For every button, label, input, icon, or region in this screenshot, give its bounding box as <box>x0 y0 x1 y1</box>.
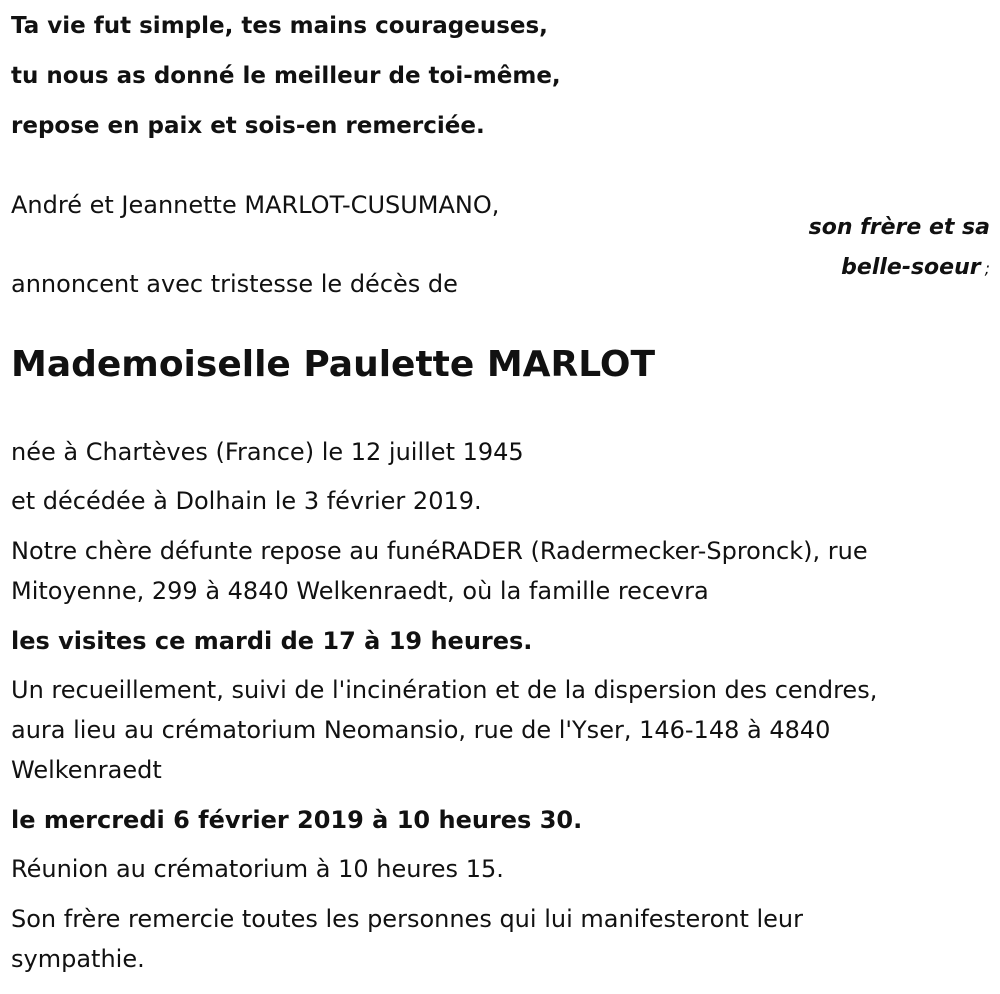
announcer-names: André et Jeannette MARLOT-CUSUMANO, <box>11 191 500 219</box>
poem-line-1: Ta vie fut simple, tes mains courageuses, <box>11 13 548 39</box>
visitation-line-2: Mitoyenne, 299 à 4840 Welkenraedt, où la famille recevra <box>11 577 709 605</box>
relation-punctuation: ; <box>984 259 990 278</box>
poem-line-2: tu nous as donné le meilleur de toi-même, <box>11 63 561 89</box>
ceremony-datetime: le mercredi 6 février 2019 à 10 heures 30. <box>11 806 583 834</box>
ceremony-line-1: Un recueillement, suivi de l'incinération et de la dispersion des cendres, <box>11 676 878 704</box>
death-info: et décédée à Dolhain le 3 février 2019. <box>11 487 482 515</box>
ceremony-line-3: Welkenraedt <box>11 756 162 784</box>
relation-label: belle-soeur <box>841 255 981 280</box>
birth-info: née à Chartèves (France) le 12 juillet 1945 <box>11 438 524 466</box>
visitation-hours: les visites ce mardi de 17 à 19 heures. <box>11 627 533 655</box>
announcement-text: annoncent avec tristesse le décès de <box>11 270 458 298</box>
relation-line-1: son frère et sa <box>808 215 990 240</box>
deceased-name: Mademoiselle Paulette MARLOT <box>11 344 656 385</box>
ceremony-line-2: aura lieu au crématorium Neomansio, rue de l'Yser, 146-148 à 4840 <box>11 716 831 744</box>
poem-line-3: repose en paix et sois-en remerciée. <box>11 113 485 139</box>
relation-line-2 <box>841 254 990 283</box>
thanks-line-1: Son frère remercie toutes les personnes qui lui manifesteront leur <box>11 905 804 933</box>
visitation-line-1: Notre chère défunte repose au funéRADER (Radermecker-Spronck), rue <box>11 537 868 565</box>
thanks-line-2: sympathie. <box>11 945 145 973</box>
meeting-info: Réunion au crématorium à 10 heures 15. <box>11 855 504 883</box>
